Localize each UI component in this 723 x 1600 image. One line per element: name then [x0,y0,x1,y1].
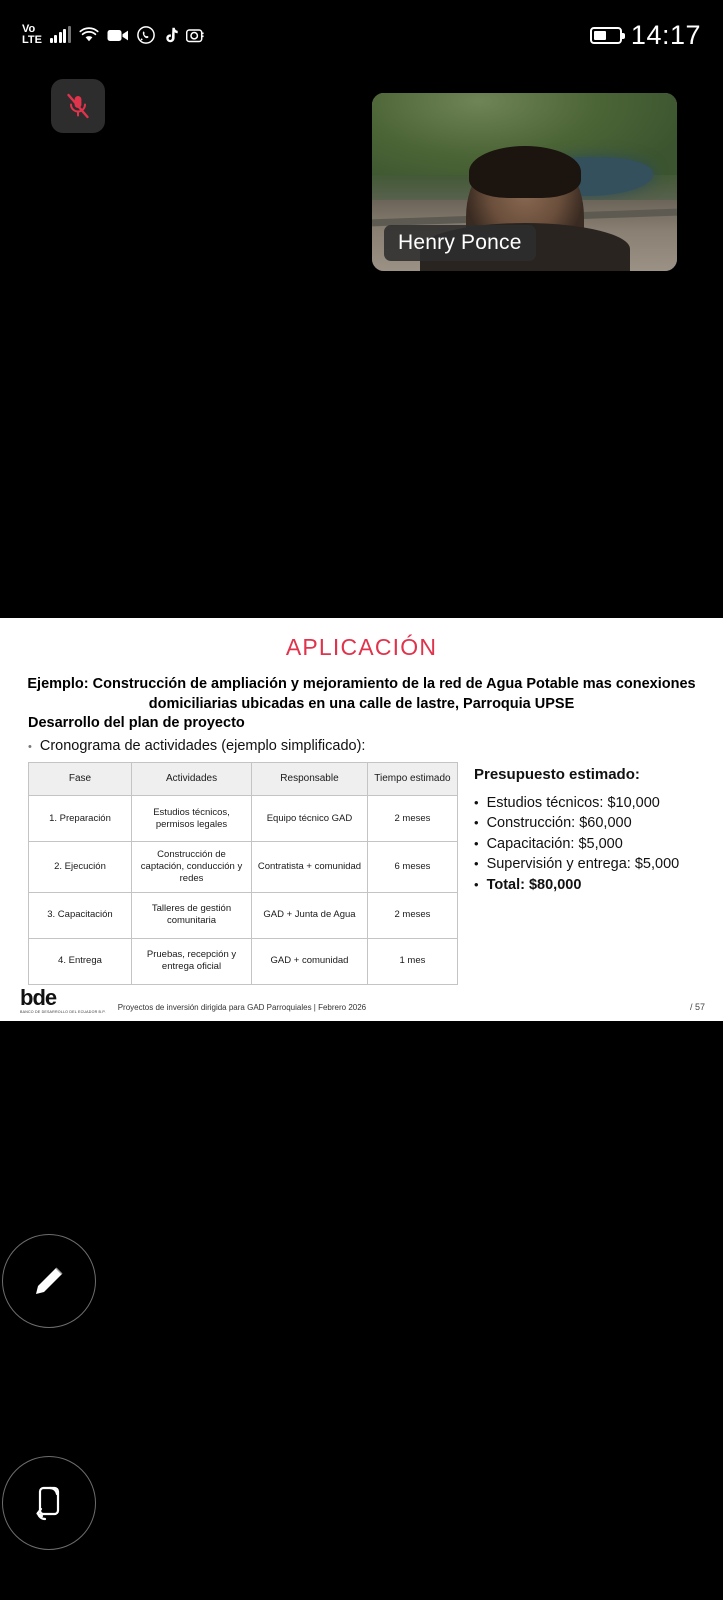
bde-logo [20,987,106,1015]
participant-video-tile[interactable] [372,93,677,271]
tiktok-icon [163,27,178,44]
budget-heading: Presupuesto estimado: [474,765,640,783]
bullet-dot-icon: • [28,740,32,753]
slide-page-number: / 57 [689,1002,705,1012]
rotate-phone-icon [26,1480,72,1526]
cell-tiempo: 6 meses [367,842,457,893]
list-item [474,834,679,855]
budget-item-label: Construcción: $60,000 [486,815,632,832]
bullet-dot-icon: • [474,794,479,810]
table-header-row [29,762,458,796]
schedule-table [28,762,458,985]
table-row [29,842,458,893]
video-recording-icon [107,28,129,43]
table-row [29,796,458,842]
cell-responsable: Contratista + comunidad [252,842,368,893]
cell-tiempo: 2 meses [367,892,457,938]
slide-bullet [28,738,723,754]
battery-icon [590,27,622,44]
whatsapp-icon [137,26,155,44]
budget-list [474,793,679,896]
bullet-dot-icon: • [474,877,479,892]
camera-icon [186,27,204,43]
budget-item-label: Total: $80,000 [486,877,582,893]
volte-bottom-label: LTE [22,34,42,46]
slide-footer-text: Proyectos de inversión dirigida para GAD Parroquiales | Febrero 2026 [117,1003,367,1012]
table-row [29,938,458,984]
slide-subtitle [24,675,699,734]
cell-tiempo: 1 mes [367,938,457,984]
cell-fase: 1. Preparación [29,796,132,842]
cell-actividades: Pruebas, recepción y entrega oficial [131,938,251,984]
signal-bars-icon [50,27,71,43]
status-clock: 14:17 [630,19,701,50]
mic-muted-button[interactable] [51,79,105,133]
status-bar [0,0,723,70]
budget-item-label: Capacitación: $5,000 [486,835,623,852]
cell-actividades: Construcción de captación, conducción y redes [131,842,251,893]
slide-footer [0,987,723,1015]
bde-logo-word: bde [20,985,57,1011]
list-item [474,875,679,896]
budget-section [474,762,679,985]
cell-fase: 2. Ejecución [29,842,132,893]
shared-slide[interactable] [0,618,723,1021]
status-bar-right [590,20,701,51]
cell-actividades: Talleres de gestión comunitaria [131,892,251,938]
slide-subtitle-line2: conexiones domiciliarias ubicadas en una calle de lastre, Parroquia UPSE [148,676,696,712]
table-row [29,892,458,938]
slide-bullet-text: Cronograma de actividades (ejemplo simplificado): [39,737,366,754]
bullet-dot-icon: • [474,856,479,872]
wifi-icon [79,27,99,43]
cell-tiempo: 2 meses [367,796,457,842]
list-item [474,854,679,875]
slide-subtitle-line1: Ejemplo: Construcción de ampliación y mejoramiento de la red de Agua Potable mas [27,676,612,692]
cell-responsable: Equipo técnico GAD [252,796,368,842]
volte-top-label: Vo [22,23,36,35]
bullet-dot-icon: • [474,835,479,851]
slide-content-row [0,754,723,985]
table-header-actividades: Actividades [131,762,251,796]
bullet-dot-icon: • [474,815,479,831]
pencil-icon [26,1258,72,1304]
list-item [474,813,679,834]
rotate-screen-button[interactable] [2,1456,96,1550]
table-header-responsable: Responsable [252,762,368,796]
budget-item-label: Estudios técnicos: $10,000 [486,794,660,811]
bde-logo-subtitle: BANCO DE DESARROLLO DEL ECUADOR B.P. [20,1010,106,1015]
table-header-fase: Fase [29,762,132,796]
budget-item-label: Supervisión y entrega: $5,000 [486,856,680,873]
table-header-tiempo: Tiempo estimado [367,762,457,796]
participant-hair [469,146,581,198]
cell-actividades: Estudios técnicos, permisos legales [131,796,251,842]
mic-muted-icon [63,91,93,121]
cell-fase: 4. Entrega [29,938,132,984]
annotate-pencil-button[interactable] [2,1234,96,1328]
slide-subtitle-line3: Desarrollo del plan de proyecto [28,715,245,732]
cell-responsable: GAD + comunidad [252,938,368,984]
status-bar-left [22,24,204,46]
cell-responsable: GAD + Junta de Agua [252,892,368,938]
cell-fase: 3. Capacitación [29,892,132,938]
volte-indicator [22,24,42,46]
slide-title: APLICACIÓN [285,634,438,660]
list-item [474,793,679,814]
participant-name-label: Henry Ponce [384,225,536,261]
